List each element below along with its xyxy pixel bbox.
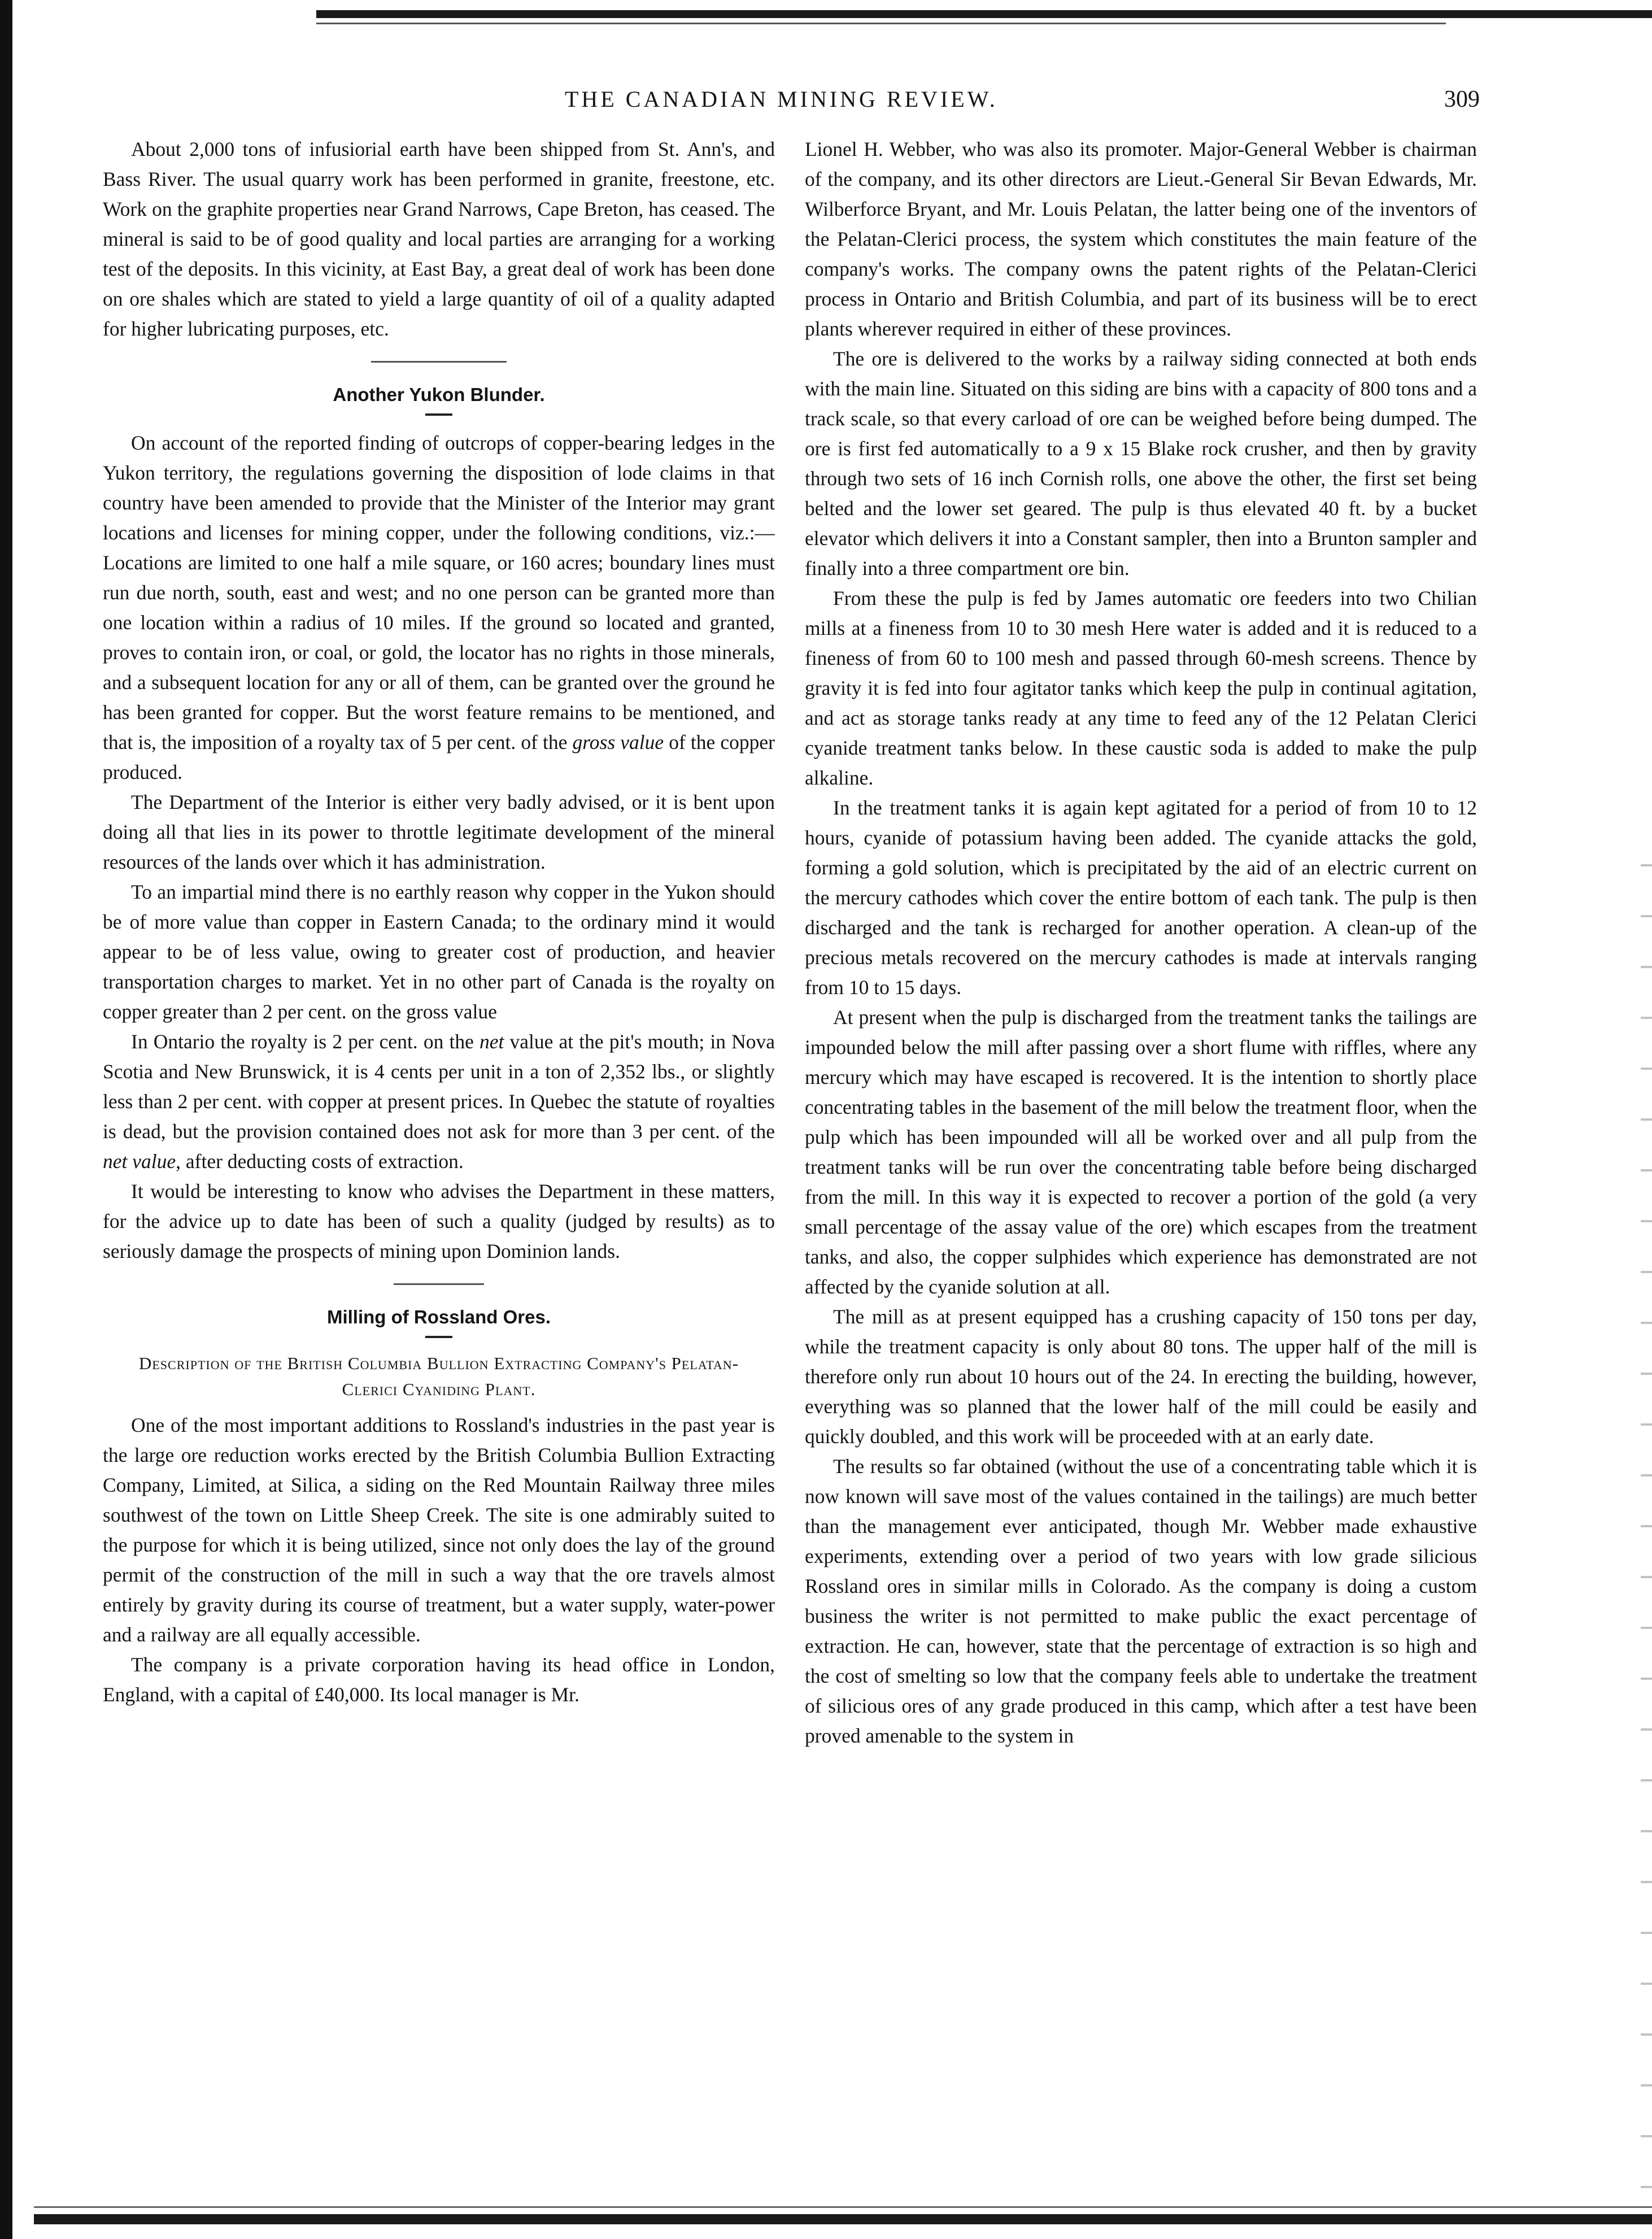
page-number: 309 xyxy=(1444,86,1480,112)
heading-dash xyxy=(425,413,452,416)
scan-border-top-thin xyxy=(316,23,1446,24)
paragraph: Lionel H. Webber, who was also its promoter. Major-General Webber is chairman of the company, and its other directors are Lieut.-General Sir Bevan Edwards, Mr. Wilberforce Bryant, and Mr. Louis Pelatan, the latter being one of the inventors of the Pelatan-Clerici process, the system which constitutes the main feature of the company's works. The company owns the patent rights of the Pelatan-Clerici process in Ontario and British Columbia, and part of its business will be to erect plants wherever required in either of these provinces. xyxy=(805,138,1477,340)
paragraph: The ore is delivered to the works by a railway siding connected at both ends with the main line. Situated on this siding are bins with a capacity of 800 tons and a track scale, so that every carload of ore can be weighed before being dumped. The ore is first fed automatically to a 9 x 15 Blake rock crusher, and then by gravity through two sets of 16 inch Cornish rolls, one above the other, the first set being belted and the lower set geared. The pulp is thus elevated 40 ft. by a bucket elevator which delivers it into a Constant sampler, then into a Brunton sampler and finally into a three compartment ore bin. xyxy=(805,347,1477,580)
paragraph: The Department of the Interior is either very badly advised, or it is bent upon doing all that lies in its power to throttle legitimate development of the mineral resources of the lands over which it has administration. xyxy=(103,791,775,873)
paragraph: At present when the pulp is discharged from the treatment tanks the tailings are impounded below the mill after passing over a short flume with riffles, where any mercury which may have escaped is recovered. It is the intention to shortly place concentrating tables in the basement of the mill below the treatment floor, when the pulp which has been impounded will all be worked over and all pulp from the treatment tanks will be run over the concentrating table before being discharged from the mill. In this way it is expected to recover a portion of the gold (a very small percentage of the assay value of the ore) which escapes from the treatment tanks, and also, the copper sulphides which experience has demonstrated are not affected by the cyanide solution at all. xyxy=(805,1006,1477,1298)
scan-border-top xyxy=(316,10,1652,18)
scan-border-left xyxy=(0,0,12,2239)
article-heading: Milling of Rossland Ores. xyxy=(326,1306,551,1327)
section-separator xyxy=(371,361,507,363)
article-yukon-blunder xyxy=(103,382,775,1266)
section-separator xyxy=(394,1283,484,1285)
paragraph: One of the most important additions to Rossland's industries in the past year is the large ore reduction works erected by the British Columbia Bullion Extracting Company, Limited, at Silica, a siding on the Red Mountain Railway three miles southwest of the town on Little Sheep Creek. The site is one admirably suited to the purpose for which it is being utilized, since not only does the lay of the ground permit of the construction of the mill in such a way that the ore travels almost entirely by gravity during its course of treatment, but a water supply, water-power and a railway are all equally accessible. xyxy=(103,1414,775,1646)
opening-paragraph: About 2,000 tons of infusiorial earth have been shipped from St. Ann's, and Bass River. The usual quarry work has been performed in granite, freestone, etc. Work on the graphite properties near Grand Narrows, Cape Breton, has ceased. The mineral is said to be of good quality and local parties are arranging for a working test of the deposits. In this vicinity, at East Bay, a great deal of work has been done on ore shales which are stated to yield a large quantity of oil of a quality adapted for higher lubricating purposes, etc. xyxy=(103,138,775,340)
article-deck: Description of the British Columbia Bullion Extracting Company's Pelatan-Clerici Cyaniding Plant. xyxy=(138,1353,739,1399)
paragraph: In the treatment tanks it is again kept agitated for a period of from 10 to 12 hours, cyanide of potassium having been added. The cyanide attacks the gold, forming a gold solution, which is precipitated by the aid of an electric current on the mercury cathodes which cover the entire bottom of each tank. The pulp is then discharged and the tank is recharged for another operation. A clean-up of the precious metals recovered on the mercury cathodes is made at intervals ranging from 10 to 15 days. xyxy=(805,796,1477,999)
paragraph: It would be interesting to know who advises the Department in these matters, for the advice up to date has been of such a quality (judged by results) as to seriously damage the prospects of mining upon Dominion lands. xyxy=(103,1180,775,1262)
right-column xyxy=(805,134,1477,2168)
scan-border-bottom xyxy=(34,2214,1652,2224)
article-milling-rossland xyxy=(103,1304,775,1710)
heading-dash xyxy=(425,1336,452,1338)
article-heading: Another Yukon Blunder. xyxy=(333,384,545,405)
paragraph: In Ontario the royalty is 2 per cent. on the net value at the pit's mouth; in Nova Scotia and New Brunswick, it is 4 cents per unit in a ton of 2,352 lbs., or slightly less than 2 per cent. with copper at present prices. In Quebec the statute of royalties is dead, but the provision contained does not ask for more than 3 per cent. of the net value, after deducting costs of extraction. xyxy=(103,1030,775,1173)
paragraph: The mill as at present equipped has a crushing capacity of 150 tons per day, while the treatment capacity is only about 80 tons. The upper half of the mill is therefore only run about 10 hours out of the 24. In erecting the building, however, everything was so planned that the lower half of the mill could be easily and quickly doubled, and this work will be proceeded with at an early date. xyxy=(805,1305,1477,1448)
journal-title: THE CANADIAN MINING REVIEW. xyxy=(565,86,998,112)
scan-border-bottom-thin xyxy=(34,2206,1652,2208)
paragraph: The results so far obtained (without the use of a concentrating table which it is now known will save most of the values contained in the tailings) are much better than the management ever anticipated, though Mr. Webber made exhaustive experiments, extending over a period of two years with low grade silicious Rossland ores in similar mills in Colorado. As the company is doing a custom business the writer is not permitted to make public the exact percentage of extraction. He can, however, state that the percentage of extraction is so high and the cost of smelting so low that the company feels able to undertake the treatment of silicious ores of any grade produced in this camp, which after a test have been proved amenable to the system in xyxy=(805,1455,1477,1747)
running-head xyxy=(102,86,1480,120)
paragraph: To an impartial mind there is no earthly reason why copper in the Yukon should be of more value than copper in Eastern Canada; to the ordinary mind it would appear to be of less value, owing to greater cost of production, and heavier transportation charges to market. Yet in no other part of Canada is the royalty on copper greater than 2 per cent. on the gross value xyxy=(103,881,775,1023)
left-column xyxy=(103,134,775,2168)
scan-edge-right xyxy=(1641,847,1652,2203)
paragraph: On account of the reported finding of outcrops of copper-bearing ledges in the Yukon territory, the regulations governing the disposition of lode claims in that country have been amended to provide that the Minister of the Interior may grant locations and licenses for mining copper, under the following conditions, viz.:—Locations are limited to one half a mile square, or 160 acres; boundary lines must run due north, south, east and west; and no one person can be granted more than one location within a radius of 10 miles. If the ground so located and granted, proves to contain iron, or coal, or gold, the locator has no rights in those minerals, and a subsequent location for any or all of them, can be granted over the ground he has been granted for copper. But the worst feature remains to be mentioned, and that is, the imposition of a royalty tax of 5 per cent. of the gross value of the copper produced. xyxy=(103,432,775,783)
paragraph: From these the pulp is fed by James automatic ore feeders into two Chilian mills at a fineness from 10 to 30 mesh Here water is added and it is reduced to a fineness of from 60 to 100 mesh and passed through 60-mesh screens. Thence by gravity it is fed into four agitator tanks which keep the pulp in continual agitation, and act as storage tanks ready at any time to feed any of the 12 Pelatan Clerici cyanide treatment tanks below. In these caustic soda is added to make the pulp alkaline. xyxy=(805,587,1477,789)
paragraph: The company is a private corporation having its head office in London, England, with a capital of £40,000. Its local manager is Mr. xyxy=(103,1653,775,1706)
